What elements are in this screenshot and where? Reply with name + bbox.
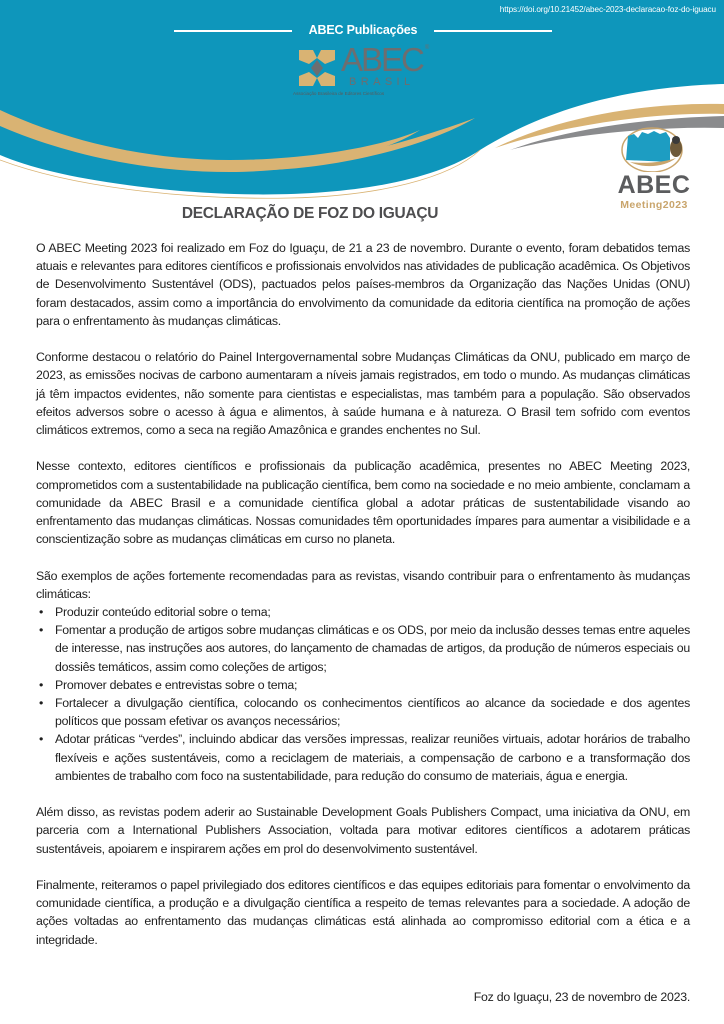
list-item-text: Fomentar a produção de artigos sobre mudanças climáticas e os ODS, por meio da inclusão desses temas entre aqueles de interesse, nas instruções aos autores, do lançamento de chamadas de artigos, da produção de números especiais ou dossiês temáticos, assim como coleções de artigos;: [55, 623, 690, 674]
abec-brasil-logo: [293, 41, 445, 104]
place-and-date: Foz do Iguaçu, 23 de novembro de 2023.: [473, 990, 690, 1004]
list-item: [36, 603, 690, 621]
meeting-wordmark: ABEC: [617, 171, 691, 199]
page-header: [0, 0, 724, 211]
registered-mark: ®: [424, 45, 430, 51]
abec-wordmark: ABEC: [341, 41, 423, 78]
abec-wordmark-row: [341, 41, 430, 78]
publication-banner: [174, 22, 552, 38]
bullet-icon: •: [39, 696, 44, 711]
abec-star-mark-icon: [295, 48, 339, 88]
document-body: [36, 239, 690, 949]
list-item: [36, 621, 690, 676]
bullet-icon: •: [39, 605, 44, 620]
bullet-icon: •: [39, 623, 44, 638]
list-item: [36, 694, 690, 730]
meeting-event-name: Meeting2023: [620, 199, 688, 211]
doi-link[interactable]: https://doi.org/10.21452/abec-2023-declaracao-foz-do-iguacu: [499, 5, 716, 14]
abec-meeting-2023-logo: [594, 122, 714, 232]
recommended-actions-list: [36, 603, 690, 785]
list-item: [36, 730, 690, 785]
bullet-icon: •: [39, 732, 44, 747]
list-item-text: Adotar práticas “verdes”, incluindo abdicar das versões impressas, realizar reuniões virtuais, adotar horários de trabalho flexíveis e ações sustentáveis, como a reciclagem de materiais, a compensação de carbono e a transformação dos ambientes de trabalho com foco na sustentabilidade, para redução do consumo de materiais, água e energia.: [55, 732, 690, 783]
document-title: DECLARAÇÃO DE FOZ DO IGUAÇU: [181, 205, 439, 222]
abec-tagline: Associação Brasileira de Editores Científicos: [293, 91, 385, 96]
bullet-icon: •: [39, 677, 44, 692]
abec-country: BRASIL: [349, 76, 415, 88]
paragraph-sdg-compact: Além disso, as revistas podem aderir ao Sustainable Development Goals Publishers Compact, uma iniciativa da ONU, em parceria com a International Publishers Association, voltada para motivar editores científicos a adotarem práticas sustentáveis, apoiarem e inspirarem ações em prol do desenvolvimento sustentável.: [36, 805, 690, 856]
list-item-text: Promover debates e entrevistas sobre o tema;: [55, 677, 298, 692]
paragraph-conclusion: Finalmente, reiteramos o papel privilegiado dos editores científicos e das equipes editoriais para fomentar o envolvimento da comunidade científica, a produção e a divulgação científica a respeito de temas relevantes para a sociedade. A adoção de ações voltadas ao enfrentamento das mudanças climáticas está alinhada ao compromisso editorial com a ética e a integridade.: [36, 878, 690, 947]
publication-label: ABEC Publicações: [308, 23, 418, 37]
paragraph-ipcc: Conforme destacou o relatório do Painel Intergovernamental sobre Mudanças Climáticas da ONU, publicado em março de 2023, as emissões nocivas de carbono aumentaram a níveis jamais registrados, em todo o mundo. As mudanças climáticas já têm impactos evidentes, não somente para cientistas e especialistas, mas também para a população. São observados efeitos adversos sobre o acesso à água e alimentos, à saúde humana e à natureza. O Brasil tem sofrido com eventos climáticos extremos, como a seca na região Amazônica e grandes enchentes no Sul.: [36, 350, 690, 438]
iguacu-falls-bird-seal-icon: [604, 122, 704, 172]
paragraph-intro: O ABEC Meeting 2023 foi realizado em Foz do Iguaçu, de 21 a 23 de novembro. Durante o evento, foram debatidos temas atuais e relevantes para editores científicos e profissionais envolvidos nas atividades de publicação acadêmica. Os Objetivos de Desenvolvimento Sustentável (ODS), pactuados pelos países-membros da Organização das Nações Unidas (ONU) foram destacados, assim como a importância do envolvimento da comunidade da editoria científica na promoção de ações para o enfrentamento às mudanças climáticas.: [36, 241, 690, 328]
list-item-text: Fortalecer a divulgação científica, colocando os conhecimentos científicos ao alcance da sociedade e dos agentes políticos que possam efetivar os avanços necessários;: [55, 696, 690, 729]
list-item: [36, 676, 690, 694]
list-item-text: Produzir conteúdo editorial sobre o tema;: [55, 605, 271, 620]
paragraph-actions-intro: São exemplos de ações fortemente recomendadas para as revistas, visando contribuir para o enfrentamento às mudanças climáticas:: [36, 568, 690, 601]
paragraph-context: Nesse contexto, editores científicos e profissionais da publicação acadêmica, presentes no ABEC Meeting 2023, comprometidos com a sustentabilidade na publicação científica, bem como na sociedade e no meio ambiente, conclamam a comunidade da ABEC Brasil e a comunidade científica global a adotar práticas de sustentabilidade visando ao enfrentamento das mudanças climáticas. Nossas comunidades têm oportunidades ímpares para aumentar a visibilidade e a conscientização sobre as mudanças climáticas em curso no planeta.: [36, 459, 690, 547]
